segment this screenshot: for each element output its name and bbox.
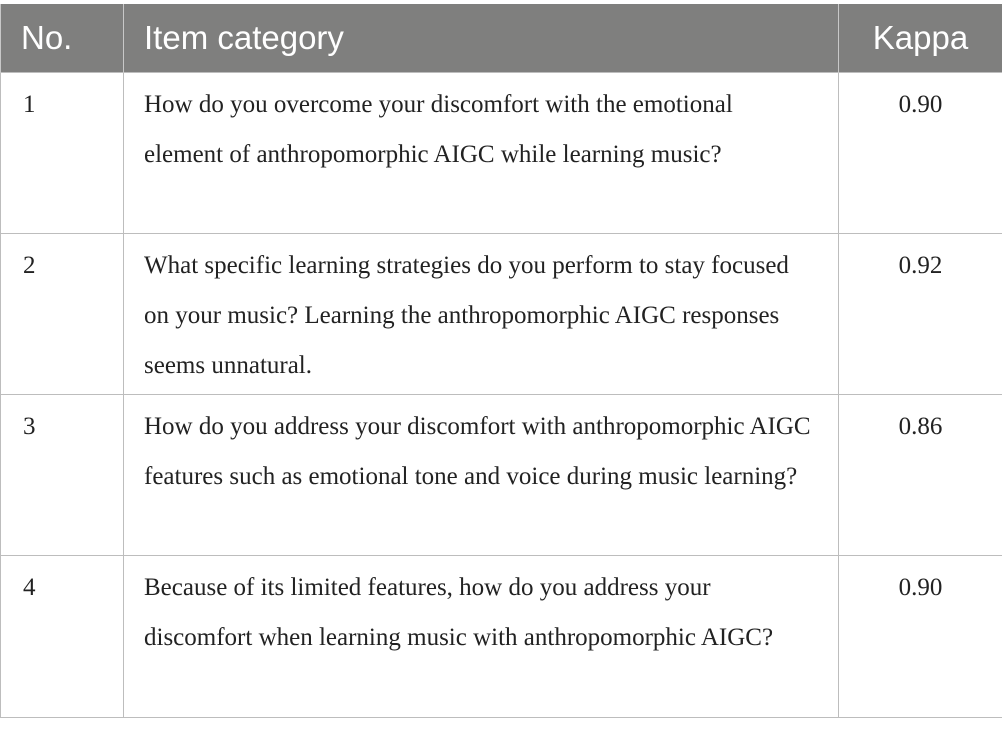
row-kappa: 0.90 bbox=[839, 72, 1002, 233]
row-item-category: What specific learning strategies do you perform to stay focused on your music? Learning the anthropomorphic AIGC responses seems unnatural. bbox=[124, 233, 839, 394]
row-item-category: How do you address your discomfort with anthropomorphic AIGC features such as emotional tone and voice during music learning? bbox=[124, 394, 839, 555]
row-number: 2 bbox=[1, 233, 124, 394]
item-table-container bbox=[0, 4, 1002, 718]
header-no: No. bbox=[1, 4, 124, 72]
table-row bbox=[1, 233, 1002, 394]
header-kappa: Kappa bbox=[839, 4, 1002, 72]
row-kappa: 0.86 bbox=[839, 394, 1002, 555]
table-body bbox=[1, 72, 1002, 717]
row-number: 1 bbox=[1, 72, 124, 233]
header-row bbox=[1, 4, 1002, 72]
header-item-category: Item category bbox=[124, 4, 839, 72]
table-header bbox=[1, 4, 1002, 72]
row-kappa: 0.92 bbox=[839, 233, 1002, 394]
row-number: 3 bbox=[1, 394, 124, 555]
row-item-category: How do you overcome your discomfort with the emotional element of anthropomorphic AIGC while learning music? bbox=[124, 72, 839, 233]
item-table bbox=[0, 4, 1002, 718]
row-number: 4 bbox=[1, 555, 124, 717]
row-kappa: 0.90 bbox=[839, 555, 1002, 717]
table-row bbox=[1, 394, 1002, 555]
table-row bbox=[1, 555, 1002, 717]
row-item-category: Because of its limited features, how do you address your discomfort when learning music with anthropomorphic AIGC? bbox=[124, 555, 839, 717]
table-row bbox=[1, 72, 1002, 233]
